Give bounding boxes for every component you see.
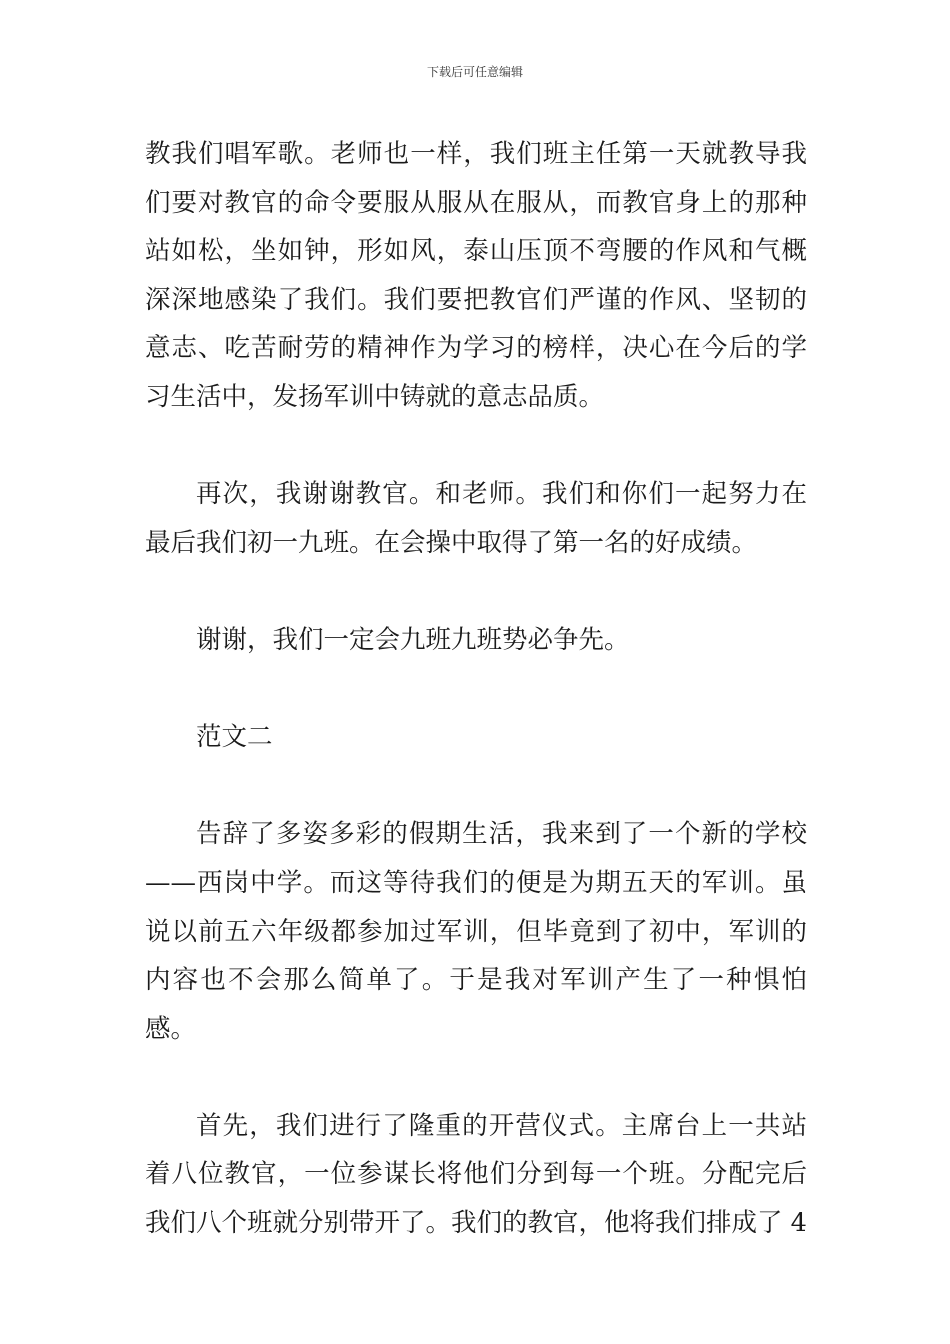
paragraph-thanks: 再次，我谢谢教官。和老师。我们和你们一起努力在最后我们初一九班。在会操中取得了第一名的好成绩。 [145, 479, 807, 558]
page-header: 下载后可任意编辑 [426, 65, 523, 79]
paragraph-intro: 告辞了多姿多彩的假期生活，我来到了一个新的学校——西岗中学。而这等待我们的便是为期五天的军训。虽说以前五六年级都参加过军训，但毕竟到了初中，军训的内容也不会那么简单了。于是我对军训产生了一种惧怕感。 [145, 819, 807, 1044]
paragraph-continuation: 教我们唱军歌。老师也一样，我们班主任第一天就教导我们要对教官的命令要服从服从在服从，而教官身上的那种站如松，坐如钟，形如风，泰山压顶不弯腰的作风和气概深深地感染了我们。我们要把教官们严谨的作风、坚韧的意志、吃苦耐劳的精神作为学习的榜样，决心在今后的学习生活中，发扬军训中铸就的意志品质。 [145, 139, 807, 412]
section-heading: 范文二 [196, 722, 273, 753]
document-body [145, 130, 807, 1248]
paragraph-closing: 谢谢，我们一定会九班九班势必争先。 [196, 624, 630, 655]
paragraph-ceremony: 首先，我们进行了隆重的开营仪式。主席台上一共站着八位教官，一位参谋长将他们分到每一个班。分配完后我们八个班就分别带开了。我们的教官，他将我们排成了 4 [145, 1110, 807, 1239]
